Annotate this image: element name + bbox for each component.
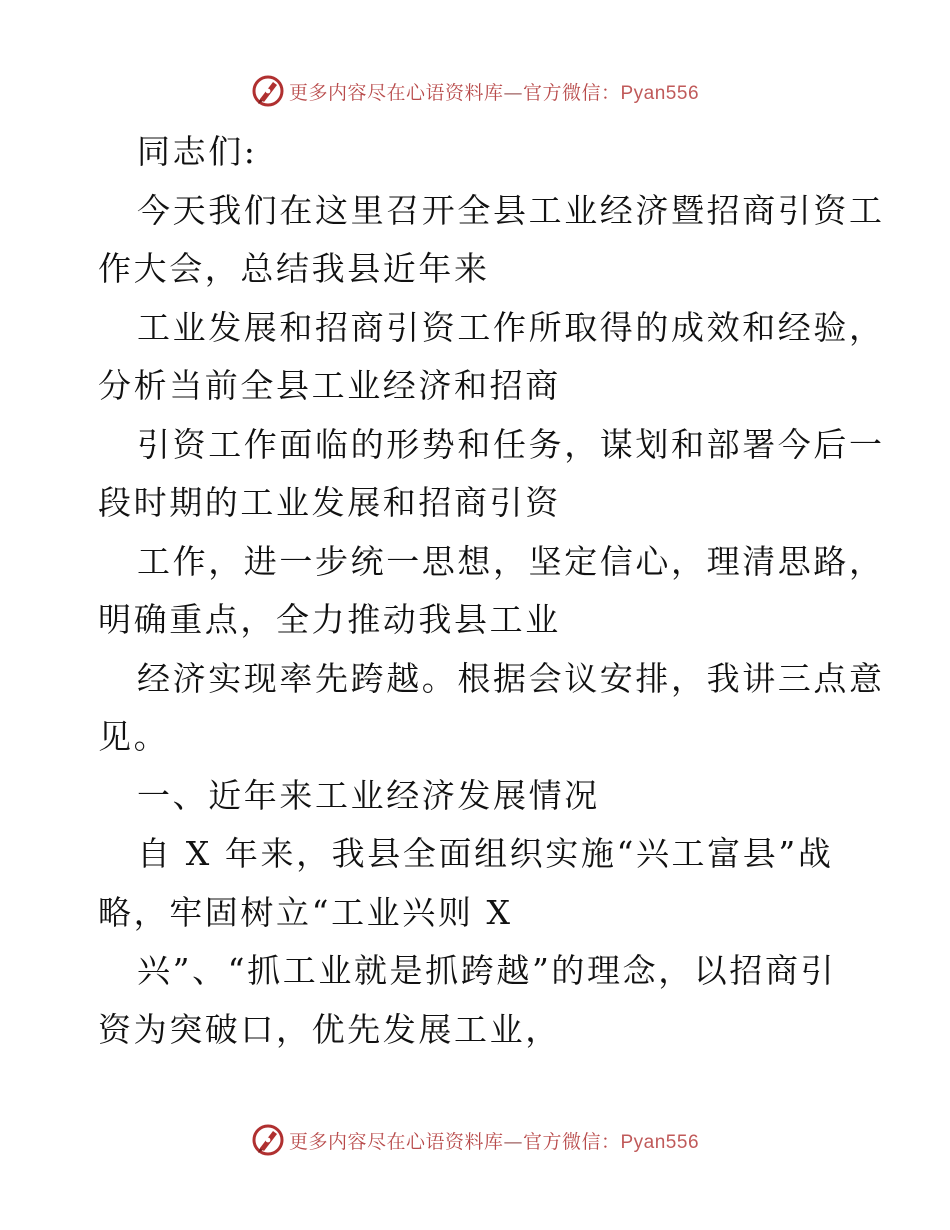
pen-circle-logo-icon bbox=[251, 74, 285, 108]
footer-watermark-banner bbox=[0, 1120, 950, 1160]
body-text-line: 今天我们在这里召开全县工业经济暨招商引资工 bbox=[137, 190, 885, 230]
body-text-line: 引资工作面临的形势和任务，谋划和部署今后一 bbox=[137, 424, 885, 464]
footer-watermark-text: 更多内容尽在心语资料库—官方微信：Pyan556 bbox=[288, 1130, 700, 1153]
body-text-line: 见。 bbox=[98, 717, 170, 756]
header-watermark-banner bbox=[0, 71, 950, 111]
body-text-line: 分析当前全县工业经济和招商 bbox=[98, 366, 561, 405]
body-text-line: 工业发展和招商引资工作所取得的成效和经验， bbox=[137, 307, 885, 347]
document-body bbox=[98, 123, 885, 1059]
body-text-line: 资为突破口，优先发展工业， bbox=[98, 1009, 561, 1049]
body-text-line: 一、近年来工业经济发展情况 bbox=[137, 775, 600, 815]
body-text-line: 略，牢固树立“工业兴则 X bbox=[98, 892, 513, 932]
body-text-line: 明确重点，全力推动我县工业 bbox=[98, 600, 561, 639]
header-watermark-text: 更多内容尽在心语资料库—官方微信：Pyan556 bbox=[288, 81, 700, 104]
body-text-line: 经济实现率先跨越。根据会议安排，我讲三点意 bbox=[137, 658, 885, 698]
pen-circle-logo-icon bbox=[251, 1123, 285, 1157]
body-text-line: 作大会，总结我县近年来 bbox=[98, 249, 490, 288]
body-text-line: 自 X 年来，我县全面组织实施“兴工富县”战 bbox=[137, 834, 834, 873]
body-text-line: 兴”、“抓工业就是抓跨越”的理念，以招商引 bbox=[137, 951, 837, 990]
body-text-line: 工作，进一步统一思想，坚定信心，理清思路， bbox=[137, 541, 885, 581]
body-text-line: 段时期的工业发展和招商引资 bbox=[98, 483, 561, 522]
body-text-line: 同志们: bbox=[137, 132, 258, 171]
